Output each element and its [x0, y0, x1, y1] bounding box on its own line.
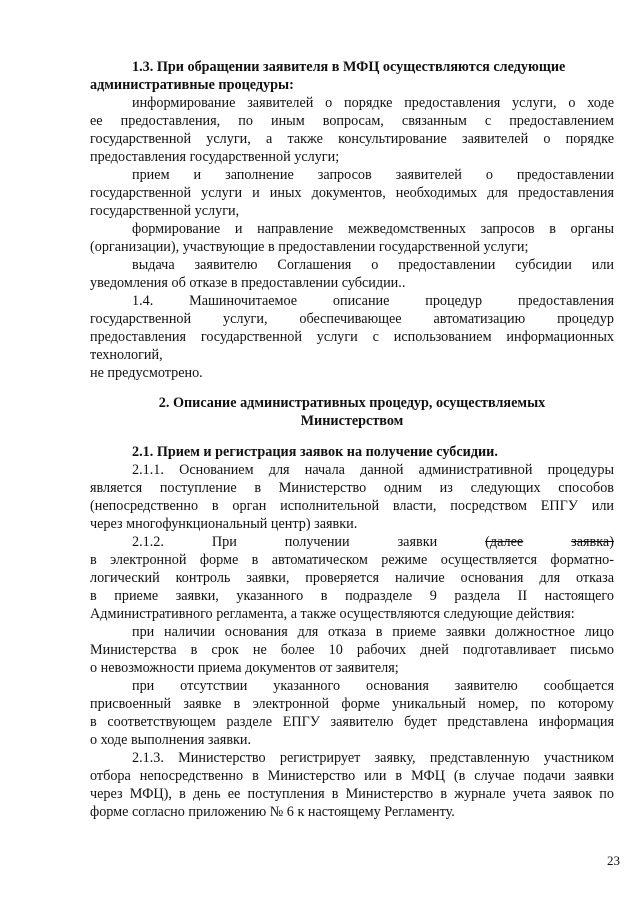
paragraph-line: предоставления государственной услуги с использованием информационных: [90, 329, 614, 345]
paragraph-line: не предусмотрено.: [90, 365, 203, 381]
word: процедур: [425, 293, 483, 309]
paragraph-line: Административного регламента, а также осуществляются следующие действия:: [90, 606, 575, 622]
paragraph-line: государственной услуги,: [90, 203, 240, 219]
section-1-3-heading: 1.3. При обращении заявителя в МФЦ осуществляются следующие: [132, 59, 566, 75]
paragraph-line-spaced: [132, 533, 614, 551]
word: и: [193, 167, 202, 183]
word: описание: [332, 293, 390, 309]
paragraph-line: 2.1.3. Министерство регистрирует заявку, представленную участником: [132, 750, 614, 766]
word: процедур: [557, 311, 614, 327]
paragraph-line: (организации), участвующие в предоставлении государственной услуги;: [90, 239, 529, 255]
section-2-1-heading: 2.1. Прием и регистрация заявок на получение субсидии.: [132, 444, 498, 460]
paragraph-line: 2.1.1. Основанием для начала данной административной процедуры: [132, 462, 614, 478]
section-2-title-cont: Министерством: [300, 413, 404, 429]
paragraph-line: форме согласно приложению № 6 к настоящему Регламенту.: [90, 804, 455, 820]
paragraph-line: в соответствующем разделе ЕПГУ заявителю будет представлена информация: [90, 714, 614, 730]
section-2-title: 2. Описание административных процедур, осуществляемых: [158, 395, 546, 411]
paragraph-line: о невозможности приема документов от заявителя;: [90, 660, 399, 676]
paragraph-line-spaced: [90, 310, 614, 328]
word: о: [485, 167, 493, 183]
paragraph-line: информирование заявителей о порядке предоставления услуги, о ходе: [132, 95, 614, 111]
paragraph-line: является поступление в Министерство одним из следующих способов: [90, 480, 614, 496]
word: предоставления: [517, 293, 614, 309]
word: 2.1.2.: [132, 534, 164, 550]
word: сообщается: [543, 678, 614, 694]
word: прием: [132, 167, 170, 183]
word: заполнение: [225, 167, 294, 183]
paragraph-line-spaced: [132, 292, 614, 310]
word: основания: [365, 678, 429, 694]
paragraph-line: о ходе выполнения заявки.: [90, 732, 252, 748]
word: при: [132, 678, 155, 694]
paragraph-line: предоставления государственной услуги;: [90, 149, 340, 165]
paragraph-line: государственной услуги и иных документов, необходимых для предоставления: [90, 185, 614, 201]
paragraph-line: ее предоставления, по иным вопросам, связанным с предоставлением: [90, 113, 614, 129]
section-1-3-heading-cont: административные процедуры:: [90, 77, 294, 93]
word: Машиночитаемое: [189, 293, 298, 309]
paragraph-line: Министерства в срок не более 10 рабочих дней подготавливает письмо: [90, 642, 614, 658]
paragraph-line: (непосредственно в орган исполнительной власти, посредством ЕПГУ или: [90, 498, 614, 514]
word: государственной: [90, 311, 192, 327]
paragraph-line: присвоенный заявке в электронной форме уникальный номер, по которому: [90, 696, 614, 712]
paragraph-line: через МФЦ), в день ее поступления в Министерство в журнале учета заявок по: [90, 786, 614, 802]
paragraph-line: при наличии основания для отказа в приеме заявки должностное лицо: [132, 624, 614, 640]
paragraph-line: формирование и направление межведомственных запросов в органы: [132, 221, 614, 237]
word: 1.4.: [132, 293, 154, 309]
struck-word: заявка): [571, 534, 614, 550]
word: услуги,: [222, 311, 268, 327]
word: заявителю: [454, 678, 518, 694]
word: заявителей: [395, 167, 462, 183]
word: запросов: [317, 167, 372, 183]
paragraph-line: через многофункциональный центр) заявки.: [90, 516, 358, 532]
word: отсутствии: [180, 678, 248, 694]
word: автоматизацию: [433, 311, 526, 327]
paragraph-line: государственной услуги, а также консультирование заявителей о порядке: [90, 131, 614, 147]
paragraph-line: в электронной форме в автоматическом режиме осуществляется форматно-: [90, 552, 614, 568]
page-number: 23: [607, 853, 620, 868]
paragraph-line-spaced: [132, 677, 614, 695]
word: заявки: [397, 534, 438, 550]
word: получении: [284, 534, 350, 550]
paragraph-line: логический контроль заявки, проверяется наличие основания для отказа: [90, 570, 614, 586]
paragraph-line: отбора непосредственно в Министерство или в МФЦ (в случае подачи заявки: [90, 768, 614, 784]
paragraph-line: технологий,: [90, 347, 163, 363]
struck-word: (далее: [485, 534, 524, 550]
paragraph-line: в приеме заявки, указанного в подразделе 9 раздела II настоящего: [90, 588, 614, 604]
word: При: [211, 534, 237, 550]
word: обеспечивающее: [299, 311, 402, 327]
paragraph-line-spaced: [132, 166, 614, 184]
paragraph-line: уведомления об отказе в предоставлении субсидии..: [90, 275, 406, 291]
word: указанного: [273, 678, 341, 694]
paragraph-line: выдача заявителю Соглашения о предоставлении субсидии или: [132, 257, 614, 273]
word: предоставлении: [516, 167, 614, 183]
